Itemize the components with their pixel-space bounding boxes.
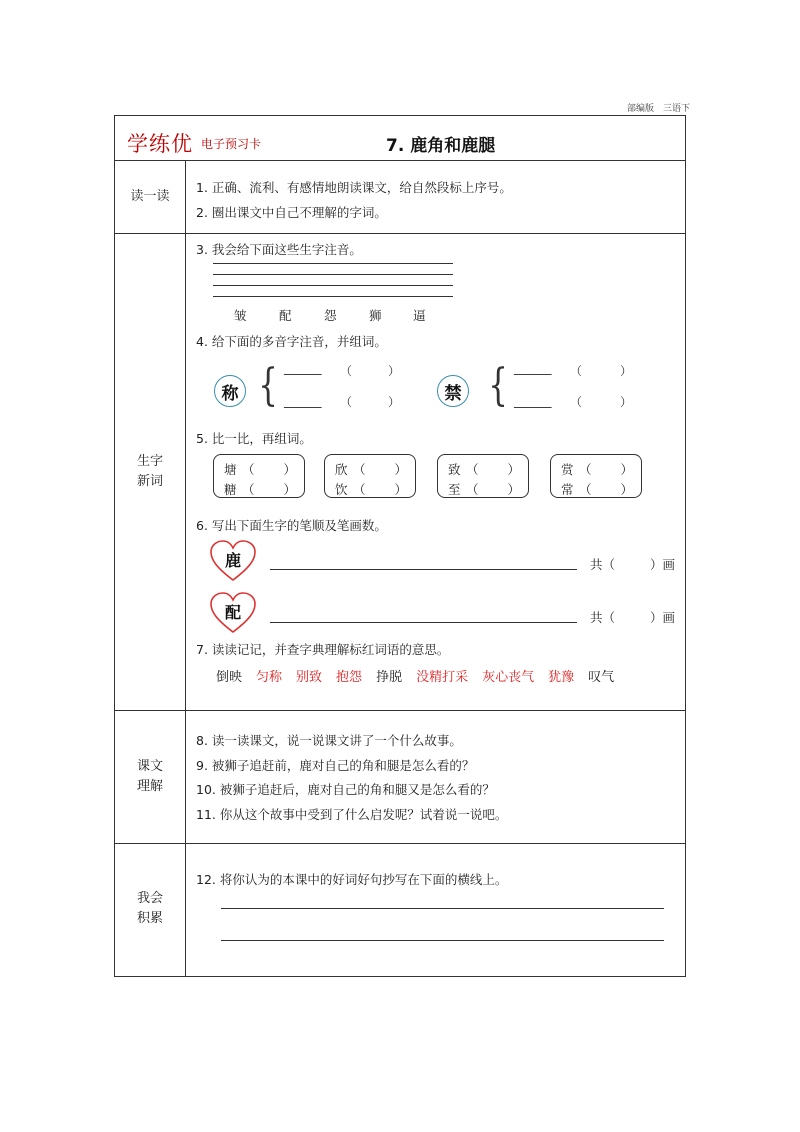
- paren-close: ）: [283, 482, 296, 497]
- compare-box: [213, 454, 305, 498]
- brand-logo: 学练优: [127, 132, 193, 156]
- paren-open: （: [466, 462, 479, 477]
- heart-icon: [209, 592, 257, 634]
- paren-open: （: [340, 364, 353, 378]
- count-prefix: 共（: [590, 557, 616, 572]
- compare-box: [437, 454, 529, 498]
- section-label-understand: 课文 理解: [136, 759, 163, 794]
- pinyin-line: [213, 263, 453, 264]
- section-label-accumulate: 我会 积累: [136, 891, 163, 926]
- card-label: 电子预习卡: [201, 137, 262, 151]
- section-label-words: 生字 新词: [136, 454, 163, 489]
- brace-icon: {: [488, 360, 508, 411]
- vocab-word-highlighted: 抱怨: [336, 670, 363, 685]
- paren-open: （: [242, 462, 255, 477]
- stroke-line: [270, 622, 577, 623]
- question-9: 9. 被狮子追赶前，鹿对自己的角和腿是怎么看的？: [196, 758, 475, 773]
- stroke-char: 鹿: [224, 551, 241, 570]
- blank: ______: [284, 393, 322, 408]
- paren-open: （: [579, 482, 592, 497]
- paren-close: ）: [283, 462, 296, 477]
- blank: ______: [284, 360, 322, 375]
- paren-open: （: [242, 482, 255, 497]
- paren-close: ）: [394, 482, 407, 497]
- divider: [114, 233, 686, 234]
- count-suffix: ）画: [650, 557, 676, 572]
- paren-close: ）: [388, 364, 401, 378]
- question-8: 8. 读一读课文，说一说课文讲了一个什么故事。: [196, 733, 462, 748]
- compare-char: 常: [561, 482, 574, 497]
- count-prefix: 共（: [590, 610, 616, 625]
- question-3: 3. 我会给下面这些生字注音。: [196, 242, 362, 257]
- heart-icon: [209, 540, 257, 582]
- blank: ______: [514, 360, 552, 375]
- compare-char: 欣: [335, 462, 348, 477]
- question-7: 7. 读读记记，并查字典理解标红词语的意思。: [196, 642, 450, 657]
- compare-char: 饮: [335, 482, 348, 497]
- paren-open: （: [353, 482, 366, 497]
- vocab-word-highlighted: 匀称: [256, 670, 283, 685]
- pinyin-line: [213, 296, 453, 297]
- polyphone-circle: 禁: [437, 375, 469, 407]
- char-q3: 怨: [324, 308, 337, 323]
- vocab-word-highlighted: 没精打采: [416, 670, 469, 685]
- question-11: 11. 你从这个故事中受到了什么启发呢？试着说一说吧。: [196, 807, 508, 822]
- writing-line: [221, 940, 664, 941]
- paren-open: （: [353, 462, 366, 477]
- question-4: 4. 给下面的多音字注音，并组词。: [196, 334, 387, 349]
- divider: [114, 160, 686, 161]
- compare-char: 糖: [224, 482, 237, 497]
- char-q3: 逼: [413, 308, 426, 323]
- vocab-word-highlighted: 犹豫: [548, 670, 575, 685]
- pinyin-line: [213, 274, 453, 275]
- edition-label: 部编版 三语下: [626, 104, 690, 114]
- question-5: 5. 比一比，再组词。: [196, 431, 312, 446]
- paren-open: （: [570, 364, 583, 378]
- vocab-word: 挣脱: [376, 670, 403, 685]
- paren-open: （: [570, 395, 583, 409]
- paren-close: ）: [620, 462, 633, 477]
- paren-close: ）: [388, 395, 401, 409]
- vocab-list: [216, 666, 628, 685]
- count-suffix: ）画: [650, 610, 676, 625]
- paren-close: ）: [394, 462, 407, 477]
- vocab-word-highlighted: 别致: [296, 670, 323, 685]
- divider: [114, 843, 686, 844]
- compare-box: [550, 454, 642, 498]
- paren-open: （: [340, 395, 353, 409]
- vocab-word-highlighted: 灰心丧气: [482, 670, 535, 685]
- compare-box: [324, 454, 416, 498]
- question-10: 10. 被狮子追赶后，鹿对自己的角和腿又是怎么看的？: [196, 782, 495, 797]
- blank: ______: [514, 393, 552, 408]
- paren-close: ）: [507, 482, 520, 497]
- compare-char: 塘: [224, 462, 237, 477]
- paren-close: ）: [620, 482, 633, 497]
- compare-char: 至: [448, 482, 461, 497]
- polyphone-circle: 称: [214, 375, 246, 407]
- brace-icon: {: [258, 360, 278, 411]
- question-6: 6. 写出下面生字的笔顺及笔画数。: [196, 518, 387, 533]
- pinyin-line: [213, 285, 453, 286]
- lesson-title: 7. 鹿角和鹿腿: [386, 136, 496, 156]
- stroke-char: 配: [224, 603, 241, 622]
- paren-open: （: [579, 462, 592, 477]
- paren-close: ）: [507, 462, 520, 477]
- writing-line: [221, 908, 664, 909]
- vocab-word: 叹气: [588, 670, 615, 685]
- question-1: 1. 正确、流利、有感情地朗读课文，给自然段标上序号。: [196, 180, 512, 195]
- section-label-read: 读一读: [130, 189, 170, 204]
- vocab-word: 倒映: [216, 670, 243, 685]
- stroke-line: [270, 569, 577, 570]
- compare-char: 致: [448, 462, 461, 477]
- column-divider: [185, 160, 186, 977]
- paren-open: （: [466, 482, 479, 497]
- divider: [114, 710, 686, 711]
- paren-close: ）: [620, 395, 633, 409]
- char-q3: 狮: [369, 308, 382, 323]
- paren-close: ）: [620, 364, 633, 378]
- question-2: 2. 圈出课文中自己不理解的字词。: [196, 205, 387, 220]
- compare-char: 赏: [561, 462, 574, 477]
- char-q3: 皱: [234, 308, 247, 323]
- char-q3: 配: [279, 308, 292, 323]
- question-12: 12. 将你认为的本课中的好词好句抄写在下面的横线上。: [196, 872, 508, 887]
